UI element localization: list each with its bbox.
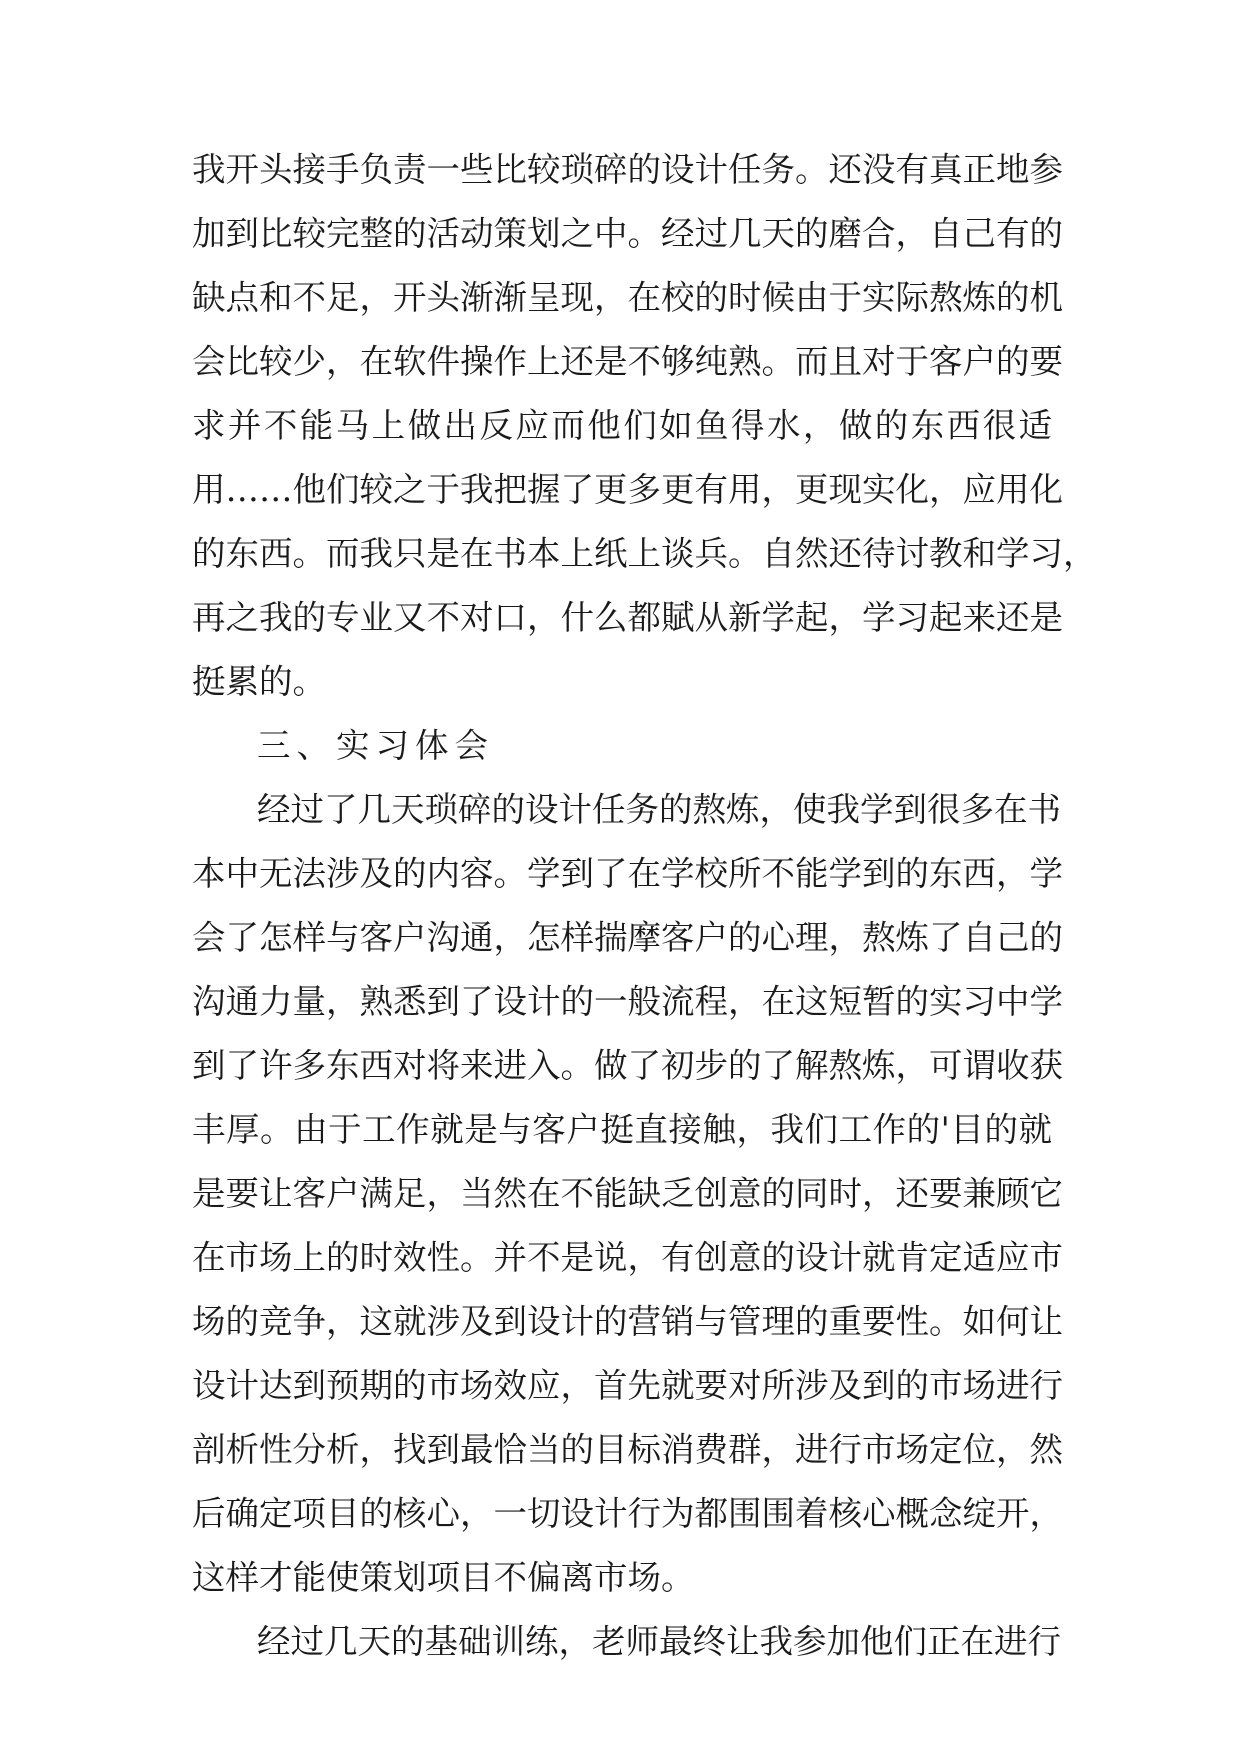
paragraph-2-line-2: 本中无法涉及的内容。学到了在学校所不能学到的东西，学 bbox=[192, 854, 1063, 893]
paragraph-1-line-4: 会比较少，在软件操作上还是不够纯熟。而且对于客户的要 bbox=[192, 342, 1063, 381]
paragraph-1-line-8: 再之我的专业又不对口，什么都賦从新学起，学习起来还是 bbox=[192, 598, 1063, 637]
paragraph-2-line-6: 丰厚。由于工作就是与客户挺直接触，我们工作的'目的就 bbox=[192, 1110, 1052, 1149]
paragraph-1-line-9: 挺累的。 bbox=[192, 662, 326, 701]
paragraph-3-line-1: 经过几天的基础训练，老师最终让我参加他们正在进行 bbox=[257, 1622, 1061, 1661]
paragraph-2-line-5: 到了许多东西对将来进入。做了初步的了解熬炼，可谓收获 bbox=[192, 1046, 1063, 1085]
section-heading: 三、实习体会 bbox=[257, 726, 494, 765]
paragraph-2-line-4: 沟通力量，熟悉到了设计的一般流程，在这短暂的实习中学 bbox=[192, 982, 1063, 1021]
paragraph-1-line-7: 的东西。而我只是在书本上纸上谈兵。自然还待讨教和学习， bbox=[192, 534, 1097, 573]
paragraph-1-line-5: 求并不能马上做出反应而他们如鱼得水，做的东西很适 bbox=[192, 406, 1052, 445]
paragraph-1-line-6: 用……他们较之于我把握了更多更有用，更现实化，应用化 bbox=[192, 470, 1063, 509]
paragraph-2-line-10: 设计达到预期的市场效应，首先就要对所涉及到的市场进行 bbox=[192, 1366, 1063, 1405]
paragraph-1-line-2: 加到比较完整的活动策划之中。经过几天的磨合，自己有的 bbox=[192, 214, 1063, 253]
paragraph-2-line-11: 剖析性分析，找到最恰当的目标消费群，进行市场定位，然 bbox=[192, 1430, 1063, 1469]
paragraph-1-line-1: 我开头接手负责一些比较琐碎的设计任务。还没有真正地参 bbox=[192, 150, 1063, 189]
paragraph-2-line-3: 会了怎样与客户沟通，怎样揣摩客户的心理，熬炼了自己的 bbox=[192, 918, 1063, 957]
paragraph-2-line-1: 经过了几天琐碎的设计任务的熬炼，使我学到很多在书 bbox=[257, 790, 1061, 829]
paragraph-2-line-13: 这样才能使策划项目不偏离市场。 bbox=[192, 1558, 695, 1597]
paragraph-2-line-9: 场的竞争，这就涉及到设计的营销与管理的重要性。如何让 bbox=[192, 1302, 1063, 1341]
paragraph-1-line-3: 缺点和不足，开头渐渐呈现，在校的时候由于实际熬炼的机 bbox=[192, 278, 1063, 317]
paragraph-2-line-12: 后确定项目的核心，一切设计行为都围围着核心概念绽开， bbox=[192, 1494, 1063, 1533]
paragraph-2-line-7: 是要让客户满足，当然在不能缺乏创意的同时，还要兼顾它 bbox=[192, 1174, 1063, 1213]
paragraph-2-line-8: 在市场上的时效性。并不是说，有创意的设计就肯定适应市 bbox=[192, 1238, 1063, 1277]
